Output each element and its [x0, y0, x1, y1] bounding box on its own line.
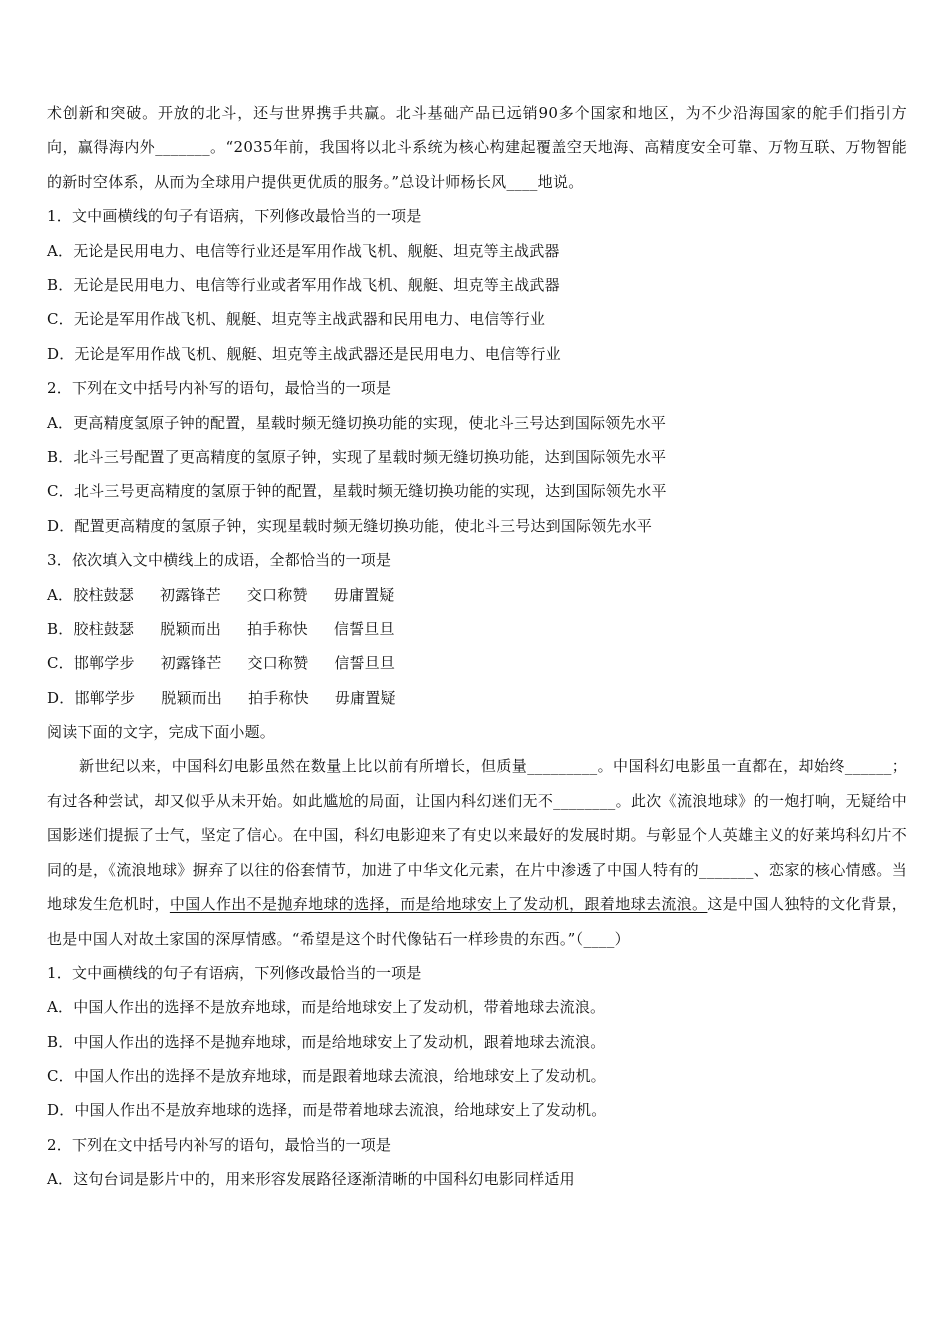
question-1-option-c[interactable]: C．无论是军用作战飞机、舰艇、坦克等主战武器和民用电力、电信等行业 — [47, 310, 546, 329]
question-2-option-c[interactable]: C．北斗三号更高精度的氢原于钟的配置，星载时频无缝切换功能的实现，达到国际领先水平 — [47, 482, 667, 501]
question-3-stem: 3．依次填入文中横线上的成语，全都恰当的一项是 — [47, 551, 392, 570]
question-2-1-option-d[interactable]: D．中国人作出不是放弃地球的选择，而是带着地球去流浪，给地球安上了发动机。 — [47, 1101, 607, 1120]
question-2-2-stem: 2．下列在文中括号内补写的语句，最恰当的一项是 — [47, 1135, 392, 1154]
idiom: 初露锋芒 — [160, 585, 221, 604]
question-3-option-b[interactable] — [47, 612, 907, 646]
idiom: 脱颖而出 — [160, 619, 222, 638]
question-2-option-a[interactable]: A．更高精度氢原子钟的配置，星载时频无缝切换功能的实现，使北斗三号达到国际领先水平 — [47, 413, 667, 432]
option-label: B． — [47, 619, 74, 638]
question-1-option-a[interactable]: A．无论是民用电力、电信等行业还是军用作战飞机、舰艇、坦克等主战武器 — [47, 241, 560, 260]
question-3-option-c[interactable] — [47, 646, 907, 680]
question-2-1-option-c[interactable]: C．中国人作出的选择不是放弃地球，而是跟着地球去流浪，给地球安上了发动机。 — [47, 1067, 606, 1086]
passage-beidou-end: 术创新和突破。开放的北斗，还与世界携手共赢。北斗基础产品已远销90多个国家和地区，为不少沿海国家的舵手们指引方向，赢得海内外_______。“2035年前，我国将以北斗系统为核心构建起覆盖空天地海、高精度安全可靠、万物互联、万物智能的新时空体系，从而为全球用户提供更优质的服务。”总设计师杨长风____地说。 — [47, 104, 907, 191]
option-label: D． — [47, 688, 75, 707]
question-1-option-b[interactable]: B．无论是民用电力、电信等行业或者军用作战飞机、舰艇、坦克等主战武器 — [47, 276, 560, 294]
idiom: 胶柱鼓瑟 — [73, 585, 135, 604]
question-3-option-a[interactable] — [47, 578, 907, 612]
reading-instruction: 阅读下面的文字，完成下面小题。 — [47, 723, 276, 742]
question-1-option-d[interactable]: D．无论是军用作战飞机、舰艇、坦克等主战武器还是民用电力、电信等行业 — [47, 344, 561, 363]
idiom: 毋庸置疑 — [333, 585, 395, 604]
idiom: 胶柱鼓瑟 — [73, 619, 135, 638]
question-3-option-d[interactable] — [47, 681, 907, 715]
option-label: C． — [47, 654, 74, 673]
question-2-1-option-b[interactable]: B．中国人作出的选择不是抛弃地球，而是给地球安上了发动机，跟着地球去流浪。 — [47, 1032, 606, 1051]
underlined-sentence: 中国人作出不是抛弃地球的选择，而是给地球安上了发动机，跟着地球去流浪。 — [169, 895, 708, 914]
idiom: 邯郸学步 — [74, 688, 136, 707]
question-2-option-d[interactable]: D．配置更高精度的氢原子钟，实现星载时频无缝切换功能，使北斗三号达到国际领先水平 — [47, 516, 653, 535]
idiom: 毋庸置疑 — [334, 688, 396, 707]
passage-text: 这是中国人独特的文化背景，也是中国人对故土家国的深厚情感。“希望是这个时代像钻石一样珍贵的东西。”（____） — [47, 895, 907, 948]
idiom: 脱颖而出 — [161, 688, 223, 707]
question-2-option-b[interactable]: B．北斗三号配置了更高精度的氢原子钟，实现了星载时频无缝切换功能，达到国际领先水平 — [47, 447, 667, 466]
question-2-1-option-a[interactable]: A．中国人作出的选择不是放弃地球，而是给地球安上了发动机，带着地球去流浪。 — [47, 998, 606, 1017]
question-2-stem: 2．下列在文中括号内补写的语句，最恰当的一项是 — [47, 379, 392, 398]
passage-text: 新世纪以来，中国科幻电影虽然在数量上比以前有所增长，但质量_________。中国科幻电影虽一直都在，却始终______；有过各种尝试，却又似乎从未开始。如此尴尬的局面，让国内科幻迷们无不________。此次《流浪地球》的一炮打响，无疑给中国影迷们提振了士气，坚定了信心。在中国，科幻电影迎来了有史以来最好的发展时期。与彰显个人英雄主义的好莱坞科幻片不同的是，《流浪地球》摒弃了以往的俗套情节，加进了中华文化元素，在片中渗透了中国人特有的_______、恋家的核心情感。当地球发生危机时， — [47, 757, 907, 914]
option-label: A． — [47, 585, 74, 604]
question-2-2-option-a[interactable]: A．这句台词是影片中的，用来形容发展路径逐渐清晰的中国科幻电影同样适用 — [47, 1170, 575, 1189]
question-2-1-stem: 1．文中画横线的句子有语病，下列修改最恰当的一项是 — [47, 963, 422, 982]
idiom: 邯郸学步 — [73, 654, 135, 673]
document-page — [47, 96, 907, 1197]
idiom: 交口称赞 — [246, 585, 308, 604]
idiom: 信誓旦旦 — [334, 654, 396, 673]
idiom: 信誓旦旦 — [333, 619, 395, 638]
idiom: 初露锋芒 — [160, 654, 222, 673]
idiom: 拍手称快 — [247, 619, 308, 638]
idiom: 拍手称快 — [248, 688, 309, 707]
question-1-stem: 1．文中画横线的句子有语病，下列修改最恰当的一项是 — [47, 207, 422, 226]
passage-wandering-earth — [47, 749, 907, 955]
idiom: 交口称赞 — [247, 654, 309, 673]
